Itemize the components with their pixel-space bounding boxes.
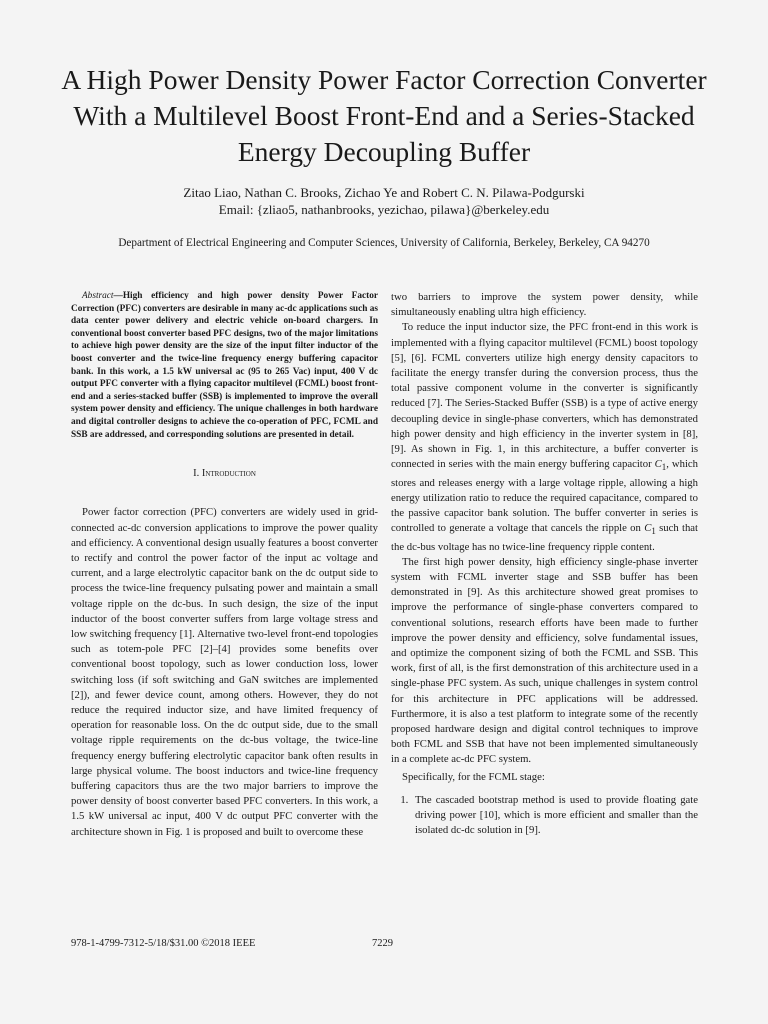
abstract [71, 290, 378, 441]
right-paragraph-4: Specifically, for the FCML stage: [402, 770, 545, 783]
abstract-label: Abstract [82, 291, 114, 301]
symbol-c1-second-sub: 1 [651, 526, 656, 537]
section-heading-introduction [71, 466, 378, 481]
author-names: Zitao Liao, Nathan C. Brooks, Zichao Ye and Robert C. N. Pilawa-Podgurski [183, 185, 585, 200]
intro-paragraph: Power factor correction (PFC) converters are widely used in grid-connected ac-dc conversion applications to improve the power quality and efficiency. A conventional design usually features a boost converter to rectify and control the power factor of the input ac voltage and current, and a large electrolytic capacitor bank on the dc output side to process the twice-line frequency pulsating power and maintain a small voltage ripple on the dc-bus. In such design, the size of the input inductor of the boost converter suffers from large voltage stress and low switching frequency [1]. Alternative two-level front-end topologies such as totem-pole PFC [2]–[4] provides some benefits over conventional boost topology, such as lower conduction loss, lower switching loss (if soft switching and GaN switches are implemented [2]), and fewer device count, among others. However, they do not reduce the required inductor size, and have limited frequency of operation for reasonable loss. On the dc output side, due to the small voltage ripple requirements on the dc-bus voltage, the twice-line frequency energy buffering electrolytic capacitor bank often results in large physical volume. The boost inductors and twice-line frequency buffering capacitors thus are the two major barriers to improve the power density of boost converter based PFC converters. In this work, a 1.5 kW universal ac input, 400 V dc output PFC converter with the architecture shown in Fig. 1 is proposed and built to overcome these [71, 506, 378, 838]
abstract-text: —High efficiency and high power density Power Factor Correction (PFC) converters are desirable in many ac-dc applications such as data center power delivery and electric vehicle on-board chargers. In conventional boost converter based PFC designs, two of the major limitations to achieve high power density are the size of the input filter inductor of the boost converter and the twice-line frequency energy buffering capacitor bank. In this work, a 1.5 kW universal ac (95 to 265 Vac) input, 400 V dc output PFC converter with a flying capacitor multilevel (FCML) boost front-end and a series-stacked buffer (SSB) is implemented to improve the overall system power density and efficiency. The unique challenges in both hardware and digital controller designs to achieve the co-operation of PFC, FCML and SSB are addressed, and corresponding solutions are presented in detail. [71, 291, 378, 440]
right-paragraph-2 [391, 320, 698, 554]
p2-text-b: , which stores and releases energy with a large voltage ripple, allowing a high energy utilization ratio to reduce the required capacitance, compared to the passive capacitor bank solution. The buffer converter in series is controlled to generate a voltage that cancels the ripple on [391, 458, 698, 535]
symbol-c1-second: C [644, 522, 652, 535]
list-item: 1. The cascaded bootstrap method is used to provide floating gate driving power [10], which is more efficient and smaller than the isolated dc-dc solution in [9]. [411, 793, 698, 839]
symbol-c1-sub: 1 [661, 462, 667, 473]
right-column [391, 290, 698, 838]
paper-title: A High Power Density Power Factor Correction Converter With a Multilevel Boost Front-End and a Series-Stacked Energy Decoupling Buffer [61, 64, 707, 167]
footer-copyright: 978-1-4799-7312-5/18/$31.00 ©2018 IEEE [71, 938, 256, 949]
page-number: 7229 [372, 938, 393, 949]
author-email: Email: {zliao5, nathanbrooks, yezichao, pilawa}@berkeley.edu [218, 202, 550, 217]
right-paragraph-1: two barriers to improve the system power density, while simultaneously enabling ultra high efficiency. [391, 291, 698, 319]
symbol-c1: C [654, 458, 662, 471]
right-paragraph-3: The first high power density, high efficiency single-phase inverter system with FCML inverter stage and SSB buffer has been demonstrated in [9]. As this architecture showed great promises to improve the performance of single-phase converters compared to conventional solutions, research efforts have been made to further improve the power density and efficiency, solve fundamental issues, and optimize the component sizing of both the FCML and SSB. This work, first of all, is the first demonstration of this architecture used in a single-phase PFC system. As such, unique challenges in system control for this architecture in PFC applications will be addressed. Furthermore, it is also a test platform to integrate some of the recently proposed hardware design and digital control techniques to improve both FCML and SSB that have not been implemented simultaneously in a complete ac-dc PFC system. [391, 555, 698, 766]
affiliation: Department of Electrical Engineering and Computer Sciences, University of California, Berkeley, Berkeley, CA 94270 [118, 237, 650, 249]
p2-text-a: To reduce the input inductor size, the PFC front-end in this work is implemented with a flying capacitor multilevel (FCML) boost topology [5], [6]. FCML converters utilize high energy density capacitors to facilitate the energy transfer during the conversion process, thus the total passive component volume in the converter is significantly reduced [7]. The Series-Stacked Buffer (SSB) is a type of active energy decoupling device in single-phase converters, which has demonstrated high power density and high efficiency in the inverter system in [8], [9]. As shown in Fig. 1, in this architecture, a buffer converter is connected in series with the main energy buffering capacitor [391, 321, 698, 471]
fcml-list [391, 793, 698, 839]
author-block [40, 184, 728, 218]
section-title: Introduction [201, 468, 256, 480]
p2-text-c: such that the dc-bus voltage has no twice-line frequency ripple content. [391, 522, 698, 553]
left-column [71, 290, 378, 840]
section-number: I. [193, 468, 200, 480]
